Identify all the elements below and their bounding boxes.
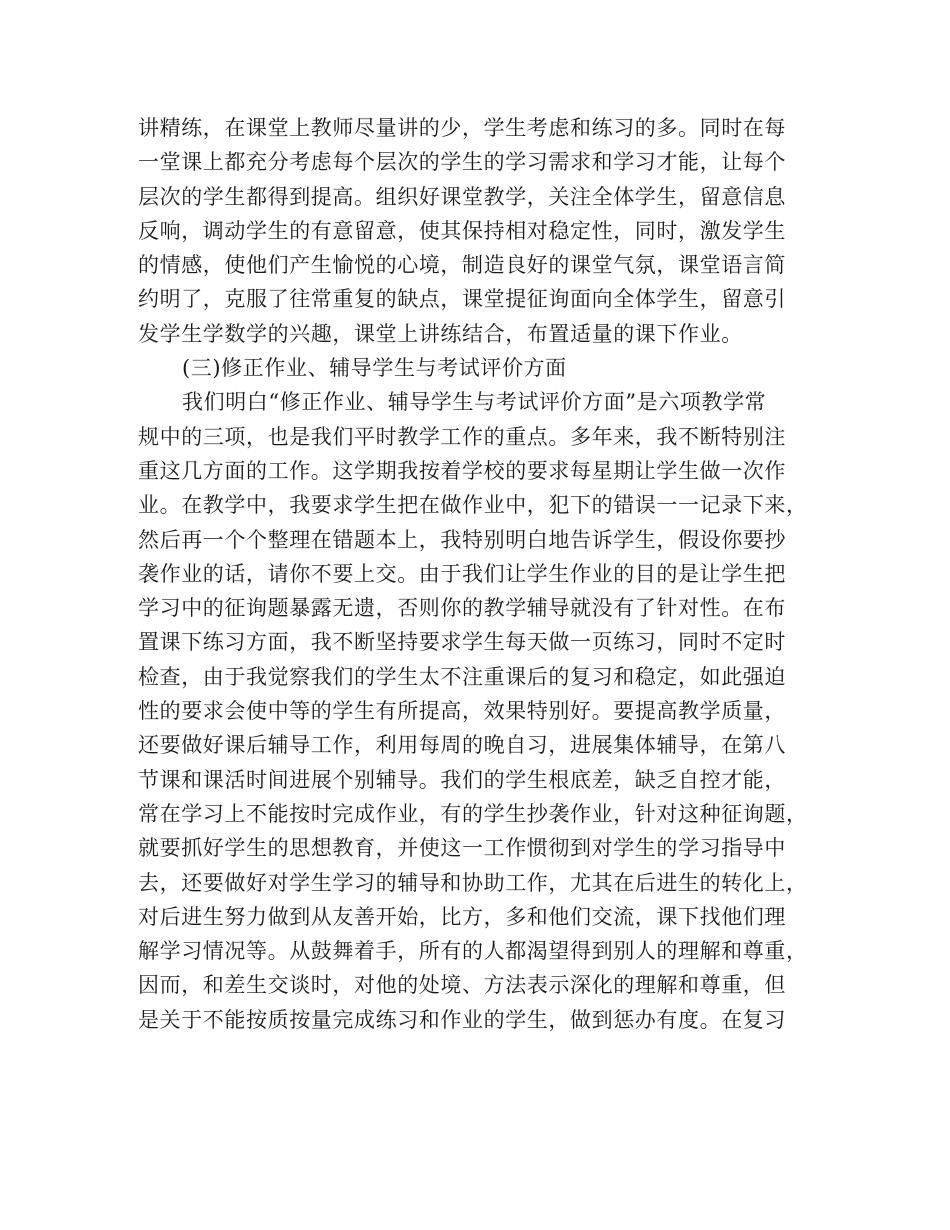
text-line: 重这几方面的工作。这学期我按着学校的要求每星期让学生做一次作 — [138, 458, 786, 483]
text-line: 我们明白“修正作业、辅导学生与考试评价方面”是六项教学常 — [182, 390, 767, 415]
text-line: 就要抓好学生的思想教育，并使这一工作惯彻到对学生的学习指导中 — [138, 836, 786, 861]
text-line: 反响，调动学生的有意留意，使其保持相对稳定性，同时，激发学生 — [138, 218, 786, 243]
text-line: 常在学习上不能按时完成作业，有的学生抄袭作业，针对这种征询题， — [138, 801, 808, 826]
text-line: 的情感，使他们产生愉悦的心境，制造良好的课堂气氛，课堂语言简 — [138, 253, 786, 278]
text-line: 是关于不能按质按量完成练习和作业的学生，做到惩办有度。在复习 — [138, 1007, 786, 1032]
section-heading: (三)修正作业、辅导学生与考试评价方面 — [182, 356, 567, 381]
text-line: 解学习情况等。从鼓舞着手，所有的人都渴望得到别人的理解和尊重， — [138, 939, 808, 964]
text-line: 约明了，克服了往常重复的缺点，课堂提征询面向全体学生，留意引 — [138, 287, 786, 312]
text-line: 学习中的征询题暴露无遗，否则你的教学辅导就没有了针对性。在布 — [138, 596, 786, 621]
text-line: 性的要求会使中等的学生有所提高，效果特别好。要提高教学质量， — [138, 699, 786, 724]
text-line: 一堂课上都充分考虑每个层次的学生的学习需求和学习才能，让每个 — [138, 150, 786, 175]
text-line: 检查，由于我觉察我们的学生太不注重课后的复习和稳定，如此强迫 — [138, 664, 786, 689]
text-line: 规中的三项，也是我们平时教学工作的重点。多年来，我不断特别注 — [138, 424, 786, 449]
text-line: 袭作业的话，请你不要上交。由于我们让学生作业的目的是让学生把 — [138, 561, 786, 586]
text-line: 对后进生努力做到从友善开始，比方，多和他们交流，课下找他们理 — [138, 904, 786, 929]
text-line: 因而，和差生交谈时，对他的处境、方法表示深化的理解和尊重，但 — [138, 973, 786, 998]
text-line: 发学生学数学的兴趣，课堂上讲练结合，布置适量的课下作业。 — [138, 321, 743, 346]
text-line: 置课下练习方面，我不断坚持要求学生每天做一页练习，同时不定时 — [138, 630, 786, 655]
text-line: 讲精练，在课堂上教师尽量讲的少，学生考虑和练习的多。同时在每 — [138, 116, 786, 140]
body-text — [138, 111, 838, 1037]
text-line: 层次的学生都得到提高。组织好课堂教学，关注全体学生，留意信息 — [138, 184, 786, 209]
text-line: 还要做好课后辅导工作，利用每周的晚自习，进展集体辅导，在第八 — [138, 733, 786, 758]
text-line: 节课和课活时间进展个别辅导。我们的学生根底差，缺乏自控才能， — [138, 767, 786, 792]
text-line: 去，还要做好对学生学习的辅导和协助工作，尤其在后进生的转化上， — [138, 870, 808, 895]
text-line: 业。在教学中，我要求学生把在做作业中，犯下的错误一一记录下来， — [138, 493, 808, 518]
text-line: 然后再一个个整理在错题本上，我特别明白地告诉学生，假设你要抄 — [138, 527, 786, 552]
